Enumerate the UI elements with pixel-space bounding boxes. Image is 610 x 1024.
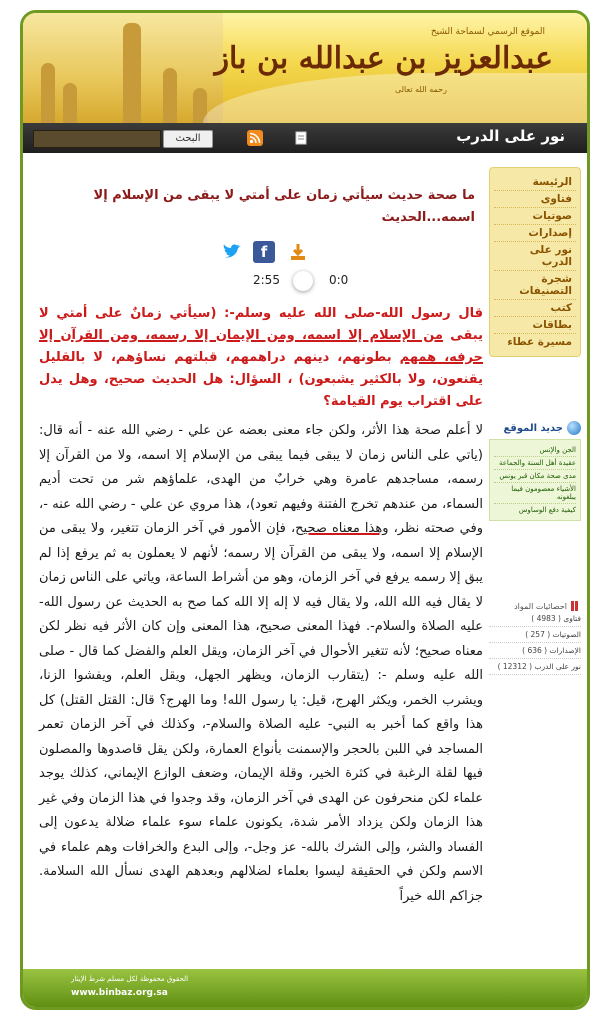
main-content xyxy=(31,163,491,909)
sidebar-item-publications[interactable]: إصدارات xyxy=(494,225,576,242)
news-heading-label: جديد الموقع xyxy=(503,422,563,434)
sidebar-item-fatwas[interactable]: فتاوى xyxy=(494,191,576,208)
sidebar xyxy=(489,167,581,675)
footer-url[interactable]: www.binbaz.org.sa xyxy=(71,988,168,998)
news-item[interactable]: الأشياء معصومون فيما يبلغونه xyxy=(494,483,576,504)
question-text-underlined: من الإسلام إلا اسمه، ومن الإيمان إلا رسمه، ومن القرآن إلا حرفه، همهم xyxy=(39,328,483,365)
news-item[interactable]: كيفية دفع الوساوس xyxy=(518,506,576,514)
question-text-part1: قال رسول الله-صلى الله عليه وسلم-: (سيأتي زمانٌ على أمتي لا يبقى xyxy=(39,306,483,343)
stats-list xyxy=(489,611,581,675)
page-frame xyxy=(20,10,590,1010)
footer-rights: الحقوق محفوظة لكل مسلم شرط الإيثار xyxy=(71,975,189,983)
sidebar-item-cards[interactable]: بطاقات xyxy=(494,317,576,334)
answer-text-part2: ، فإن الأمور في آخر الزمان تتغير، ولا يبقى من الإسلام إلا اسمه، ولا يبقى من القرآن إلا رسمه؛ لأنهم لا يعملون به ثم يرفع إذا لم يبق إلا رسمه يرفع في آخر الزمان، وهو من أشراط الساعة، وياتي على الناس زمان لا يقال فيه الله الله، ولا يقال فيه لا إله إلا الله كما صح به الحديث عن رسول الله- عليه الصلاة والسلام-. فهذا المعنى صحيح، هذا المعنى وإن كان الأثر فيه نظر لكن معناه صحيح؛ لأنه تتغير الأحوال في آخر الزمان، ويقل العلم والفضل كما قال - صلى الله عليه وسلم -: (يتقارب الزمان، ويظهر الجهل، ويقل العلم، ويفشوا الزنا، ويشرب الخمر، ويكثر الهرج، قيل: يا رسول الله! وما الهرج؟ قال: القتل القتل) كل هذا واقع كما أخبر به النبي- عليه الصلاة والسلام-، وكذلك في آخر الزمان تعمر المساجد في اللبن بالحجر والإسمنت بأنواع العمارة، ولكن يقل قاصدوها والمصلون فيها لقلة الرغبة في كثرة الخير، وقلة الإيمان، وضعف الوازع الإيماني، كذلك يوجد علماء لكن منحرفون عن الهدى في آخر الزمان، وقد وجدوا في هذا الزمان وفي غير هذا الزمان ولكن يزداد الأمر شدة، يكونون علماء سوء علماء ضلالة يدعون إلى الفساد والشر، وإلى الشرك بالله- عز وجل-، وإلى البدع والخرافات وهم علماء في الاسم ولكن في الحقيقة ليسوا بعلماء لضلالهم وبعدهم الهدى نسأل الله السلامة. جزاكم الله خيراً xyxy=(39,521,483,904)
question-text xyxy=(39,303,483,413)
sidebar-item-noor-ala-aldarb[interactable]: نور على الدرب xyxy=(494,242,576,271)
sidebar-item-audio[interactable]: صوتيات xyxy=(494,208,576,225)
stats-heading xyxy=(489,601,581,611)
news-item[interactable]: الجن والإنس xyxy=(494,444,576,457)
news-item[interactable]: عقيدة أهل السنة والجماعة xyxy=(494,457,576,470)
search-button[interactable]: البحث xyxy=(163,130,213,148)
download-icon[interactable] xyxy=(287,241,309,263)
sidebar-item-categories[interactable]: شجرة التصنيفات xyxy=(494,271,576,300)
site-tagline: رحمه الله تعالى xyxy=(394,85,447,94)
stat-item[interactable]: فتاوى ( 4983 ) xyxy=(489,611,581,627)
news-item[interactable]: مدى صحة مكان قبر يونس xyxy=(494,470,576,483)
city-banner-image xyxy=(23,13,223,123)
facebook-icon[interactable]: f xyxy=(253,241,275,263)
stat-item[interactable]: الصوتيات ( 257 ) xyxy=(489,627,581,643)
sidebar-item-home[interactable]: الرئيسة xyxy=(494,174,576,191)
stats-heading-label: احصائيات المواد xyxy=(514,601,567,611)
sidebar-item-books[interactable]: كتب xyxy=(494,300,576,317)
document-icon[interactable] xyxy=(291,129,311,147)
site-subtitle: الموقع الرسمي لسماحة الشيخ xyxy=(430,27,545,37)
answer-text-underlined: وهذا معناه صحيح xyxy=(295,521,389,536)
bar-chart-icon xyxy=(571,601,581,611)
twitter-icon[interactable] xyxy=(221,241,243,263)
sidebar-item-biography[interactable]: مسيرة عطاء xyxy=(507,336,572,348)
question-text-part2: بطونهم، دينهم دراهمهم، قبلتهم نساؤهم، لا بالقليل يقنعون، ولا بالكثير يشبعون) ، السؤال: هل الحديث صحيح، وهل يدل على اقتراب يوم القيامة؟ xyxy=(39,350,483,409)
globe-icon xyxy=(567,421,581,435)
site-header xyxy=(23,13,587,123)
nav-bar xyxy=(23,123,587,153)
player-elapsed: 2:55 xyxy=(253,273,280,287)
answer-text xyxy=(39,419,483,909)
player-remaining: 0:0 xyxy=(329,273,349,287)
stat-item[interactable]: الإصدارات ( 636 ) xyxy=(489,643,581,659)
section-title[interactable]: نور على الدرب xyxy=(456,127,565,145)
news-list xyxy=(489,439,581,521)
audio-player[interactable] xyxy=(31,273,491,289)
search-input[interactable] xyxy=(33,130,161,148)
stat-item[interactable]: نور على الدرب ( 12312 ) xyxy=(489,659,581,675)
sidebar-menu xyxy=(489,167,581,357)
question-title: ما صحة حديث سيأتي زمان على أمتي لا يبقى من الإسلام إلا اسمه...الحديث xyxy=(93,188,475,225)
rss-icon[interactable] xyxy=(245,129,265,147)
player-scrubber[interactable] xyxy=(293,271,313,291)
news-heading xyxy=(489,421,581,435)
share-bar xyxy=(31,241,491,267)
site-title[interactable]: عبدالعزيز بن عبدالله بن باز xyxy=(214,41,553,76)
answer-text-part1: لا أعلم صحة هذا الأثر، ولكن جاء معنى بعضه عن علي - رضي الله عنه - أنه قال: (ياتي على الناس زمان لا يبقى فيما يبقى من الإسلام إلا اسمه، ولا من القرآن إلا رسمه، مساجدهم عامرة وهي خرابٌ من الهدى، علماؤهم شر من تحت أديم السماء، من عندهم تخرج الفتنة وفيهم تعود)، هذا مروي عن علي - رضي الله عنه -، وفي صحته نظر، xyxy=(39,423,483,536)
site-footer xyxy=(23,969,587,1007)
